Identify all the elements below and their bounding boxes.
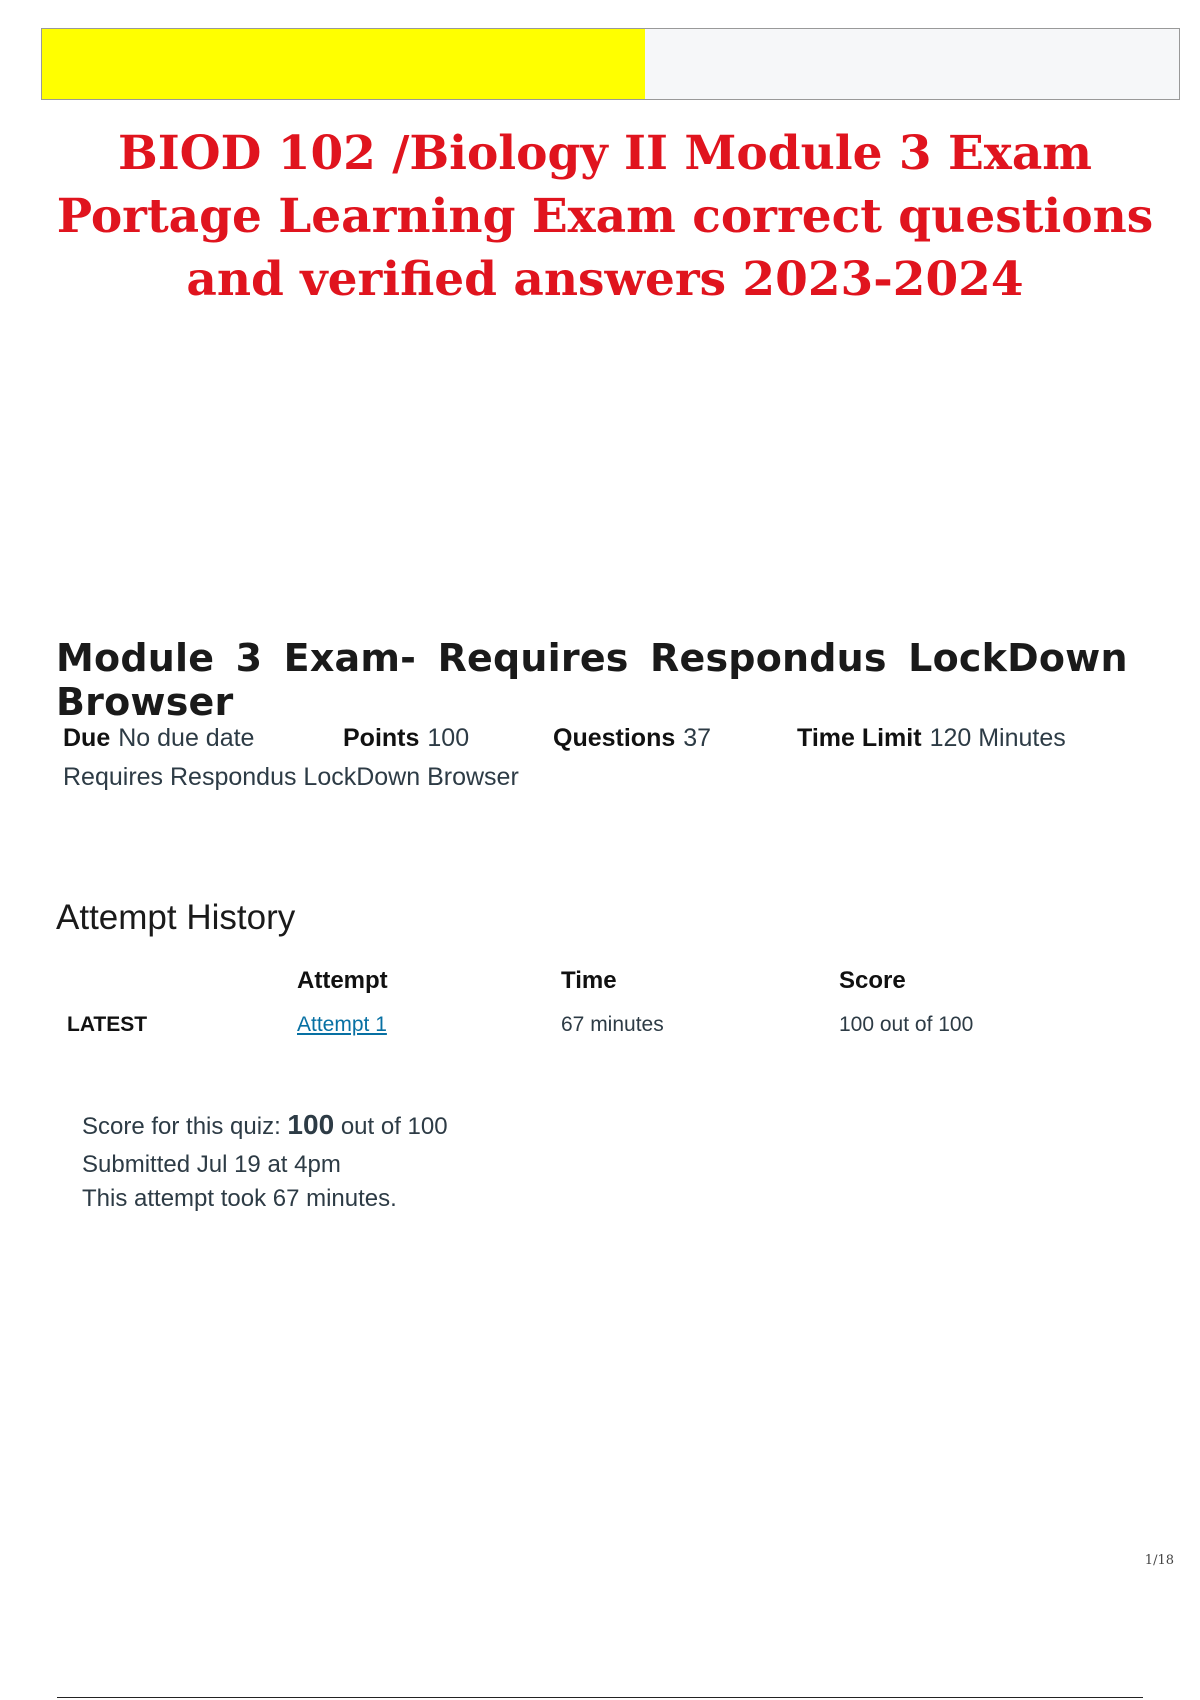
page-number: 1/18 bbox=[1144, 1553, 1174, 1568]
score-label: Score for this quiz: bbox=[82, 1113, 281, 1140]
due-label: Due bbox=[63, 724, 111, 752]
questions-label: Questions bbox=[553, 724, 676, 752]
quiz-heading: Module 3 Exam- Requires Respondus LockDown Browser bbox=[56, 636, 1128, 724]
score-suffix: out of 100 bbox=[340, 1113, 448, 1140]
column-header-score: Score bbox=[839, 967, 906, 994]
time-limit-label: Time Limit bbox=[797, 724, 922, 752]
lockdown-note: Requires Respondus LockDown Browser bbox=[63, 763, 519, 791]
footer-divider bbox=[57, 1697, 1143, 1698]
submitted-line: Submitted Jul 19 at 4pm bbox=[82, 1151, 341, 1178]
questions-value: 37 bbox=[683, 724, 712, 752]
points-value: 100 bbox=[427, 724, 470, 752]
points-label: Points bbox=[343, 724, 420, 752]
questions-detail bbox=[553, 724, 711, 753]
due-value: No due date bbox=[118, 724, 255, 752]
column-header-attempt: Attempt bbox=[297, 967, 388, 994]
points-detail bbox=[343, 724, 469, 753]
due-detail bbox=[63, 724, 254, 753]
attempt-history-heading: Attempt History bbox=[56, 898, 296, 937]
score-summary bbox=[82, 1106, 448, 1218]
document-title: BIOD 102 /Biology II Module 3 Exam Portage Learning Exam correct questions and verified answers 2023-2024 bbox=[56, 126, 1154, 307]
score-value: 100 bbox=[287, 1109, 335, 1140]
attempt-time: 67 minutes bbox=[561, 1013, 664, 1036]
column-header-time: Time bbox=[561, 967, 617, 994]
progress-bar-fill bbox=[42, 29, 645, 99]
latest-tag: LATEST bbox=[67, 1013, 148, 1036]
attempt-1-link[interactable]: Attempt 1 bbox=[297, 1013, 387, 1036]
time-limit-value: 120 Minutes bbox=[929, 724, 1066, 752]
attempt-score: 100 out of 100 bbox=[839, 1013, 974, 1036]
time-limit-detail bbox=[797, 724, 1066, 753]
duration-line: This attempt took 67 minutes. bbox=[82, 1185, 397, 1212]
attempt-link-cell bbox=[297, 1013, 387, 1037]
progress-bar bbox=[41, 28, 1180, 100]
score-line bbox=[82, 1106, 448, 1146]
